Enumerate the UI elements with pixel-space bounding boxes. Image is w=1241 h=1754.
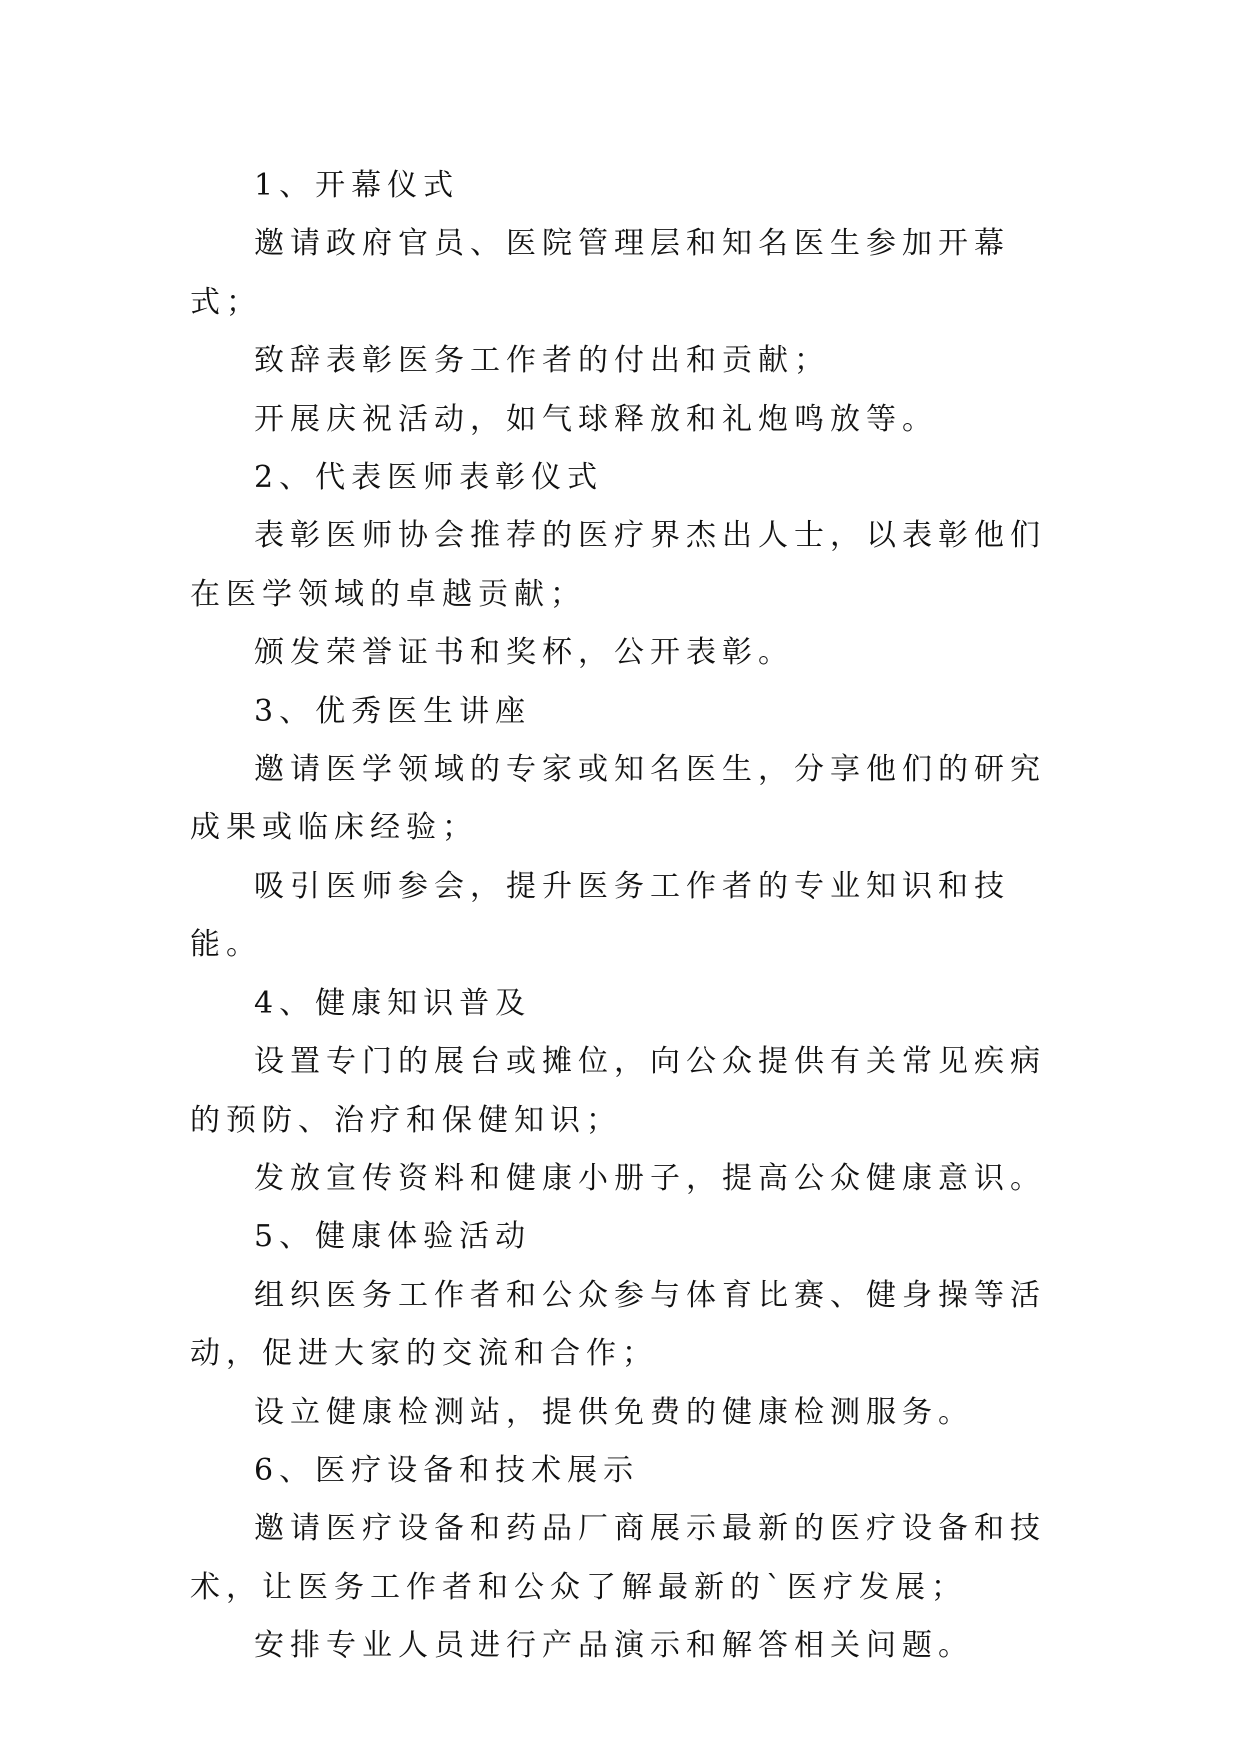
document-body	[190, 157, 1070, 1676]
section-heading-4: 4、健康知识普及	[254, 985, 532, 1021]
paragraph: 安排专业人员进行产品演示和解答相关问题。	[254, 1628, 974, 1664]
paragraph: 组织医务工作者和公众参与体育比赛、健身操等活动，促进大家的交流和合作；	[190, 1277, 1046, 1372]
paragraph: 表彰医师协会推荐的医疗界杰出人士，以表彰他们在医学领域的卓越贡献；	[190, 518, 1046, 612]
paragraph: 致辞表彰医务工作者的付出和贡献；	[254, 343, 830, 379]
section-heading-2: 2、代表医师表彰仪式	[254, 460, 604, 496]
paragraph: 颁发荣誉证书和奖杯，公开表彰。	[254, 635, 794, 671]
paragraph: 吸引医师参会，提升医务工作者的专业知识和技能。	[190, 868, 1010, 963]
section-heading-6: 6、医疗设备和技术展示	[254, 1452, 640, 1488]
paragraph: 设立健康检测站，提供免费的健康检测服务。	[254, 1394, 974, 1430]
section-heading-5: 5、健康体验活动	[254, 1219, 532, 1255]
section-heading-3: 3、优秀医生讲座	[254, 693, 532, 729]
paragraph: 邀请医学领域的专家或知名医生，分享他们的研究成果或临床经验；	[190, 752, 1046, 846]
paragraph: 邀请医疗设备和药品厂商展示最新的医疗设备和技术，让医务工作者和公众了解最新的`医疗发展；	[190, 1511, 1046, 1605]
paragraph: 发放宣传资料和健康小册子，提高公众健康意识。	[254, 1160, 1046, 1196]
section-heading-1: 1、开幕仪式	[254, 168, 460, 203]
paragraph: 设置专门的展台或摊位，向公众提供有关常见疾病的预防、治疗和保健知识；	[190, 1044, 1046, 1138]
paragraph: 开展庆祝活动，如气球释放和礼炮鸣放等。	[254, 401, 938, 437]
paragraph: 邀请政府官员、医院管理层和知名医生参加开幕式；	[190, 226, 1010, 320]
